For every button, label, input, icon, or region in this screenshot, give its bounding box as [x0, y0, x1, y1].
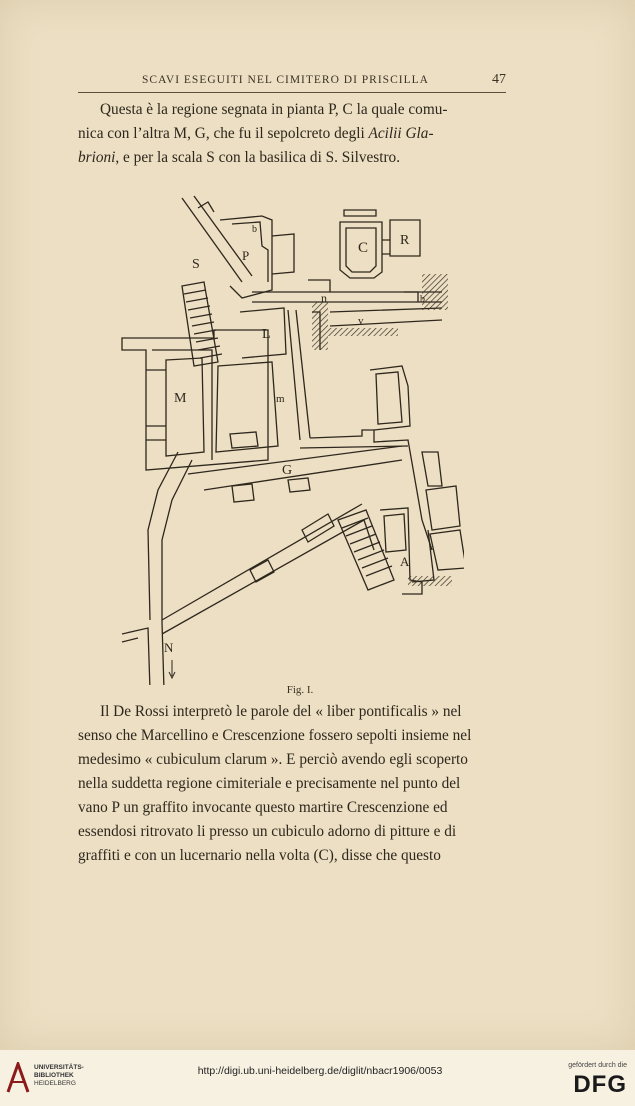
para2-line: Il De Rossi interpretò le parole del « liber pontificalis » nel	[100, 703, 462, 720]
plan-label-c: C	[358, 240, 369, 256]
para2-line: medesimo « cubiculum clarum ». E perciò avendo egli scoperto	[78, 751, 468, 768]
library-name-line2: BIBLIOTHEK	[34, 1072, 74, 1079]
plan-label-b-right: b	[420, 294, 425, 305]
para1-line2: nica con l’altra M, G, che fu il sepolcreto degli	[78, 125, 369, 142]
north-arrow-icon	[169, 660, 175, 678]
para1-line1: Questa è la regione segnata in pianta P, C la quale comu-	[100, 101, 448, 118]
plan-label-v: v	[358, 315, 364, 327]
para2-line: senso che Marcellino e Crescenzione fossero sepolti insieme nel	[78, 727, 472, 744]
library-seal-icon	[6, 1062, 30, 1094]
plan-label-a: A	[400, 554, 410, 569]
plan-label-l: L	[262, 327, 271, 342]
para1-line3: , e per la scala S con la basilica di S. Silvestro.	[115, 149, 401, 166]
paragraph-intro	[78, 98, 512, 170]
plan-label-p: P	[242, 248, 250, 263]
para2-line: graffiti e con un lucernario nella volta (C), disse che questo	[78, 847, 441, 864]
library-name-line3: HEIDELBERG	[34, 1080, 76, 1087]
permalink-url[interactable]: http://digi.ub.uni-heidelberg.de/diglit/nbacr1906/0053	[197, 1065, 443, 1077]
header-rule	[78, 92, 506, 93]
plan-label-g: G	[282, 463, 293, 478]
plan-label-m: M	[174, 391, 187, 406]
funding-note: gefördert durch die	[568, 1062, 627, 1069]
plan-label-r: R	[400, 233, 410, 248]
library-name-line1: UNIVERSITÄTS-	[34, 1064, 84, 1071]
dfg-logo[interactable]: DFG	[573, 1071, 627, 1098]
plan-label-m-lower: m	[276, 393, 285, 405]
running-title: SCAVI ESEGUITI NEL CIMITERO DI PRISCILLA	[142, 74, 429, 86]
viewer-footer	[0, 1050, 635, 1106]
para2-line: essendosi ritrovato li presso un cubiculo adorno di pitture e di	[78, 823, 457, 840]
para2-line: nella suddetta regione cimiteriale e precisamente nel punto del	[78, 775, 461, 792]
plan-label-b-top: b	[252, 224, 257, 235]
para1-line2-italic: Acilii Gla-	[368, 125, 434, 142]
plan-label-n: n	[321, 291, 327, 305]
plan-label-n-arrow: N	[164, 640, 174, 655]
para1-line3-italic: brioni	[78, 149, 116, 166]
figure-caption: Fig. I.	[286, 684, 314, 696]
library-logo[interactable]	[6, 1062, 126, 1096]
plan-label-s: S	[192, 257, 200, 272]
paragraph-main	[78, 700, 512, 868]
catacomb-plan-figure	[112, 190, 464, 685]
para2-line: vano P un graffito invocante questo martire Crescenzione ed	[78, 799, 448, 816]
page-number: 47	[492, 72, 506, 87]
